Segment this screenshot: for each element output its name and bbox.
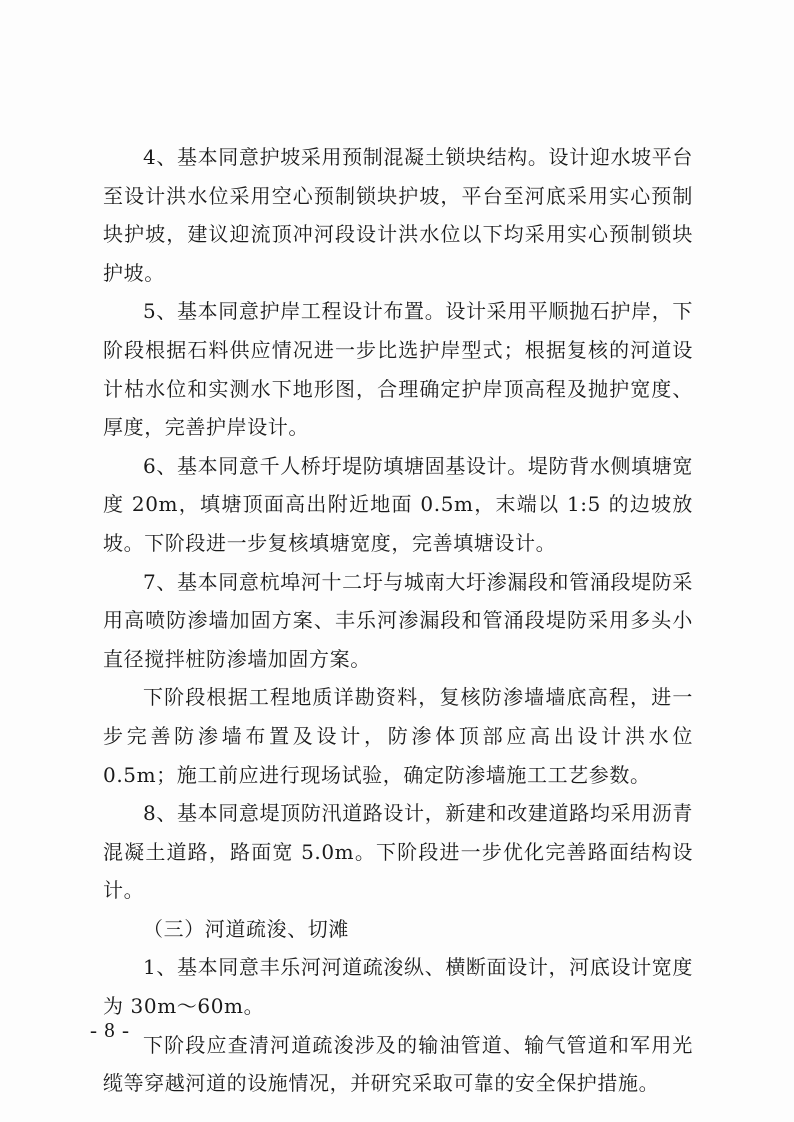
- paragraph-dredging-1: 1、基本同意丰乐河河道疏浚纵、横断面设计，河底设计宽度为 30m～60m。: [103, 955, 693, 1019]
- paragraph-item-7: 7、基本同意杭埠河十二圩与城南大圩渗漏段和管涌段堤防采用高喷防渗墙加固方案、丰乐河渗漏段和管涌段堤防采用多头小直径搅拌桩防渗墙加固方案。: [103, 569, 693, 671]
- paragraph-item-4: 4、基本同意护坡采用预制混凝土锁块结构。设计迎水坡平台至设计洪水位采用空心预制锁块护坡，平台至河底采用实心预制块护坡，建议迎流顶冲河段设计洪水位以下均采用实心预制锁块护坡。: [103, 145, 693, 285]
- paragraph-dredging-followup: 下阶段应查清河道疏浚涉及的输油管道、输气管道和军用光缆等穿越河道的设施情况，并研究采取可靠的安全保护措施。: [103, 1032, 693, 1096]
- document-body: [103, 138, 693, 1103]
- paragraph-item-8: 8、基本同意堤顶防汛道路设计，新建和改建道路均采用沥青混凝土道路，路面宽 5.0m。下阶段进一步优化完善路面结构设计。: [103, 801, 693, 903]
- page-number: - 8 -: [90, 1018, 130, 1042]
- section-heading: （三）河道疏浚、切滩: [143, 916, 349, 941]
- paragraph-item-5: 5、基本同意护岸工程设计布置。设计采用平顺抛石护岸，下阶段根据石料供应情况进一步比选护岸型式；根据复核的河道设计枯水位和实测水下地形图，合理确定护岸顶高程及抛护宽度、厚度，完善护岸设计。: [103, 299, 693, 440]
- paragraph-item-7-followup: 下阶段根据工程地质详勘资料，复核防渗墙墙底高程，进一步完善防渗墙布置及设计，防渗体顶部应高出设计洪水位 0.5m；施工前应进行现场试验，确定防渗墙施工工艺参数。: [103, 685, 693, 787]
- paragraph-item-6: 6、基本同意千人桥圩堤防填塘固基设计。堤防背水侧填塘宽度 20m，填塘顶面高出附近地面 0.5m，末端以 1:5 的边坡放坡。下阶段进一步复核填塘宽度，完善填塘设计。: [103, 453, 693, 555]
